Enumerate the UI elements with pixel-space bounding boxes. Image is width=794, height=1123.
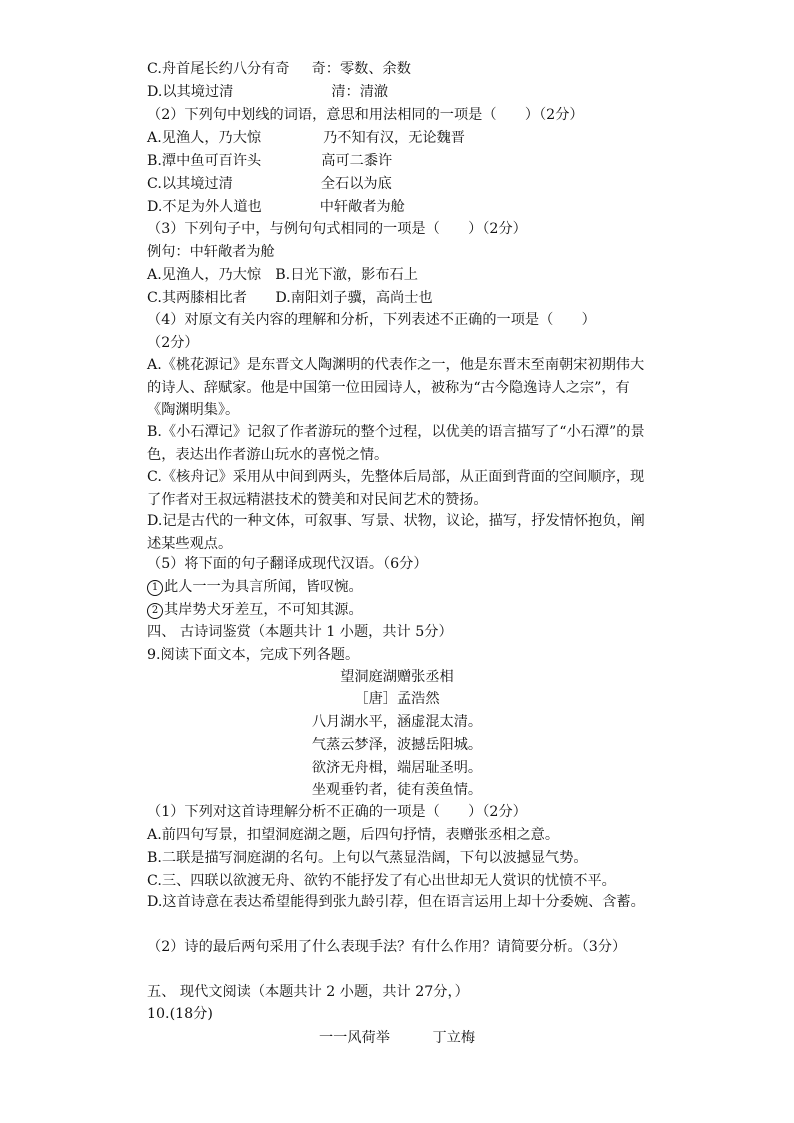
circled-number-1: 1 — [147, 580, 163, 596]
q8-3-options-cd: C.其两膝相比者 D.南阳刘子骥，高尚士也 — [147, 290, 433, 306]
q9-2-stem: （2）诗的最后两句采用了什么表现手法？有什么作用？请简要分析。（3分） — [147, 939, 627, 955]
q8-2-option-d: D.不足为外人道也 中轩敞者为舱 — [147, 199, 405, 215]
q8-2-option-a: A.见渔人，乃大惊 乃不知有汉，无论魏晋 — [147, 130, 465, 146]
q8-3-stem: （3）下列句子中，与例句句式相同的一项是（ ）（2分） — [147, 221, 527, 237]
section-5-heading: 五、 现代文阅读（本题共计 2 小题，共计 27分，） — [147, 984, 469, 1000]
q8-4-option-a: A.《桃花源记》是东晋文人陶渊明的代表作之一，他是东晋末至南朝宋初期伟大的诗人、辞赋家。他是中国第一位田园诗人，被称为“古今隐逸诗人之宗”，有《陶渊明集》。 — [147, 357, 645, 419]
q8-4-option-d: D.记是古代的一种文体，可叙事、写景、状物，议论，描写，抒发情怀抱负，阐述某些观点。 — [147, 513, 645, 552]
q8-option-c: C.舟首尾长约八分有奇 奇：零数、余数 — [147, 61, 411, 77]
q8-2-stem: （2）下列句中划线的词语，意思和用法相同的一项是（ ）（2分） — [147, 107, 584, 123]
q8-3-example: 例句：中轩敞者为舱 — [147, 244, 275, 260]
q8-2-option-c: C.以其境过清 全石以为底 — [147, 176, 392, 192]
q8-option-d: D.以其境过清 清：清澈 — [147, 84, 389, 100]
q8-5-item-1: 1 此人一一为具言所闻，皆叹惋。 — [147, 576, 657, 599]
poem-line-1: 八月湖水平，涵虚混太清。 — [311, 714, 483, 730]
poem-author: ［唐］孟浩然 — [354, 691, 440, 707]
article-title: 一一风荷举 丁立梅 — [318, 1030, 476, 1046]
q8-4-stem: （4）对原文有关内容的理解和分析，下列表述不正确的一项是（ ） — [147, 312, 596, 328]
q10-label: 10.(18分) — [147, 1006, 213, 1022]
q9-intro: 9.阅读下面文本，完成下列各题。 — [147, 647, 360, 663]
poem-line-4: 坐观垂钓者，徒有羡鱼情。 — [311, 782, 483, 798]
q8-5-stem: （5）将下面的句子翻译成现代汉语。（6分） — [147, 556, 428, 572]
q8-5-item-2: 2 其岸势犬牙差互，不可知其源。 — [147, 599, 657, 622]
q9-1-option-b: B.二联是描写洞庭湖的名句。上句以气蒸显浩阔，下句以波撼显气势。 — [147, 850, 588, 866]
section-4-heading: 四、 古诗词鉴赏（本题共计 1 小题，共计 5分） — [147, 624, 453, 640]
circled-number-2: 2 — [147, 603, 163, 619]
q8-3-options-ab: A.见渔人，乃大惊 B.日光下澈，影布石上 — [147, 267, 418, 283]
q8-4-option-c: C.《核舟记》采用从中间到两头，先整体后局部，从正面到背面的空间顺序，现了作者对王叔远精湛技术的赞美和对民间艺术的赞扬。 — [147, 469, 645, 508]
poem-line-3: 欲济无舟楫，端居耻圣明。 — [311, 760, 483, 776]
q9-1-option-a: A.前四句写景，扣望洞庭湖之题，后四句抒情，表赠张丞相之意。 — [147, 827, 560, 843]
poem-title: 望洞庭湖赠张丞相 — [340, 669, 454, 685]
q8-4-score: （2分） — [147, 335, 199, 351]
q9-1-stem: （1）下列对这首诗理解分析不正确的一项是（ ）（2分） — [147, 804, 527, 820]
q9-1-option-c: C.三、四联以欲渡无舟、欲钓不能抒发了有心出世却无人赏识的忧愤不平。 — [147, 873, 616, 889]
q8-2-option-b: B.潭中鱼可百许头 高可二黍许 — [147, 153, 393, 169]
q9-1-option-d: D.这首诗意在表达希望能得到张九龄引荐，但在语言运用上却十分委婉、含蓄。 — [147, 894, 645, 910]
poem-line-2: 气蒸云梦泽，波撼岳阳城。 — [311, 737, 483, 753]
q8-4-option-b: B.《小石潭记》记叙了作者游玩的整个过程，以优美的语言描写了“小石潭”的景色，表达出作者游山玩水的喜悦之情。 — [147, 424, 645, 463]
